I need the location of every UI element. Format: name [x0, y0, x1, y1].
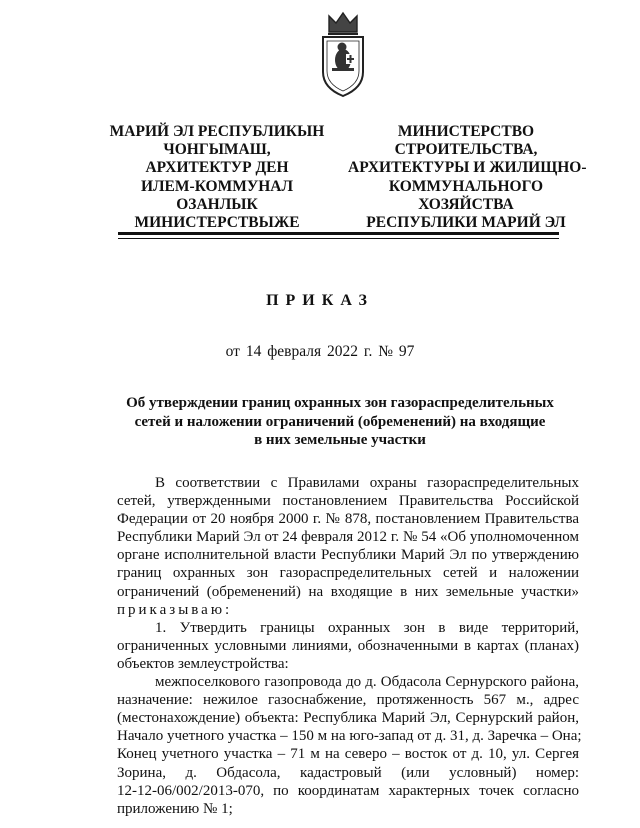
- body-line: ограничений (обременений) на входящие в них земельные участки»: [117, 583, 579, 600]
- body-line: Конец учетного участка – 71 м на северо – восток от д. 10, ул. Сергея: [117, 746, 579, 763]
- body-line: 12-12-06/002/2013-070, по координатам характерных точек согласно: [117, 782, 579, 799]
- body-line: Федерации от 20 ноября 2000 г. № 878, постановлением Правительства: [117, 511, 579, 528]
- body-line: Зорина, д. Обдасола, кадастровый (или условный) номер:: [117, 764, 579, 781]
- body-line: объектов землеустройства:: [117, 655, 289, 672]
- header-line: ОЗАНЛЫК: [176, 195, 258, 213]
- body-line: ограниченных условными линиями, обозначенными в картах (планах): [117, 637, 579, 654]
- subject-line: сетей и наложении ограничений (обременений) на входящие: [134, 413, 546, 430]
- header-line: КОММУНАЛЬНОГО: [388, 177, 544, 195]
- header-line: ИЛЕМ-КОММУНАЛ: [140, 177, 294, 195]
- header-line: РЕСПУБЛИКИ МАРИЙ ЭЛ: [366, 214, 566, 232]
- header-line: АРХИТЕКТУРЫ И ЖИЛИЩНО-: [348, 159, 587, 177]
- body-line: межпоселкового газопровода до д. Обдасола Сернурского района,: [155, 674, 579, 691]
- header-line: ХОЗЯЙСТВА: [418, 195, 514, 213]
- header-line: АРХИТЕКТУР ДЕН: [145, 159, 289, 177]
- document-subject: [110, 394, 570, 450]
- document-date-number: от 14 февраля 2022 г. № 97: [225, 343, 415, 360]
- subject-line: Об утверждении границ охранных зон газораспределительных: [126, 395, 554, 411]
- ministry-header-mari: [104, 123, 330, 232]
- body-line: (местонахождение) объекта: Республика Марий Эл, Сернурский район,: [117, 710, 579, 727]
- document-body: [117, 474, 582, 818]
- body-line: органе исполнительной власти Республики Марий Эл по утверждению: [117, 547, 579, 564]
- subject-line: в них земельные участки: [254, 432, 426, 448]
- body-line: В соответствии с Правилами охраны газораспределительных: [155, 475, 579, 491]
- header-divider-thin: [118, 238, 559, 239]
- body-line: приложению № 1;: [117, 800, 233, 817]
- header-line: ЧОНГЫМАШ,: [163, 141, 271, 159]
- body-line: назначение: нежилое газоснабжение, протяженность 567 м., адрес: [117, 692, 579, 709]
- header-line: СТРОИТЕЛЬСТВА,: [394, 141, 538, 159]
- header-line: МИНИСТЕРСТВО: [397, 123, 535, 140]
- header-divider-thick: [118, 232, 559, 235]
- body-line: Республики Марий Эл от 24 февраля 2012 г. № 54 «Об уполномоченном: [117, 529, 579, 546]
- header-line: МАРИЙ ЭЛ РЕСПУБЛИКЫН: [109, 123, 325, 140]
- document-title: ПРИКАЗ: [266, 292, 374, 309]
- ministry-header-russian: [348, 123, 587, 232]
- coat-of-arms-icon: [320, 10, 366, 98]
- header-line: МИНИСТЕРСТВЫЖЕ: [134, 214, 300, 232]
- body-line: сетей, утвержденными постановлением Правительства Российской: [117, 493, 579, 510]
- body-line: 1. Утвердить границы охранных зон в виде территорий,: [155, 619, 579, 636]
- body-line: границ охранных зон газораспределительных сетей и наложении: [117, 565, 579, 582]
- order-word: приказываю:: [117, 601, 233, 618]
- body-line: Начало учетного участка – 150 м на юго-запад от д. 31, д. Заречка – Она;: [117, 728, 582, 745]
